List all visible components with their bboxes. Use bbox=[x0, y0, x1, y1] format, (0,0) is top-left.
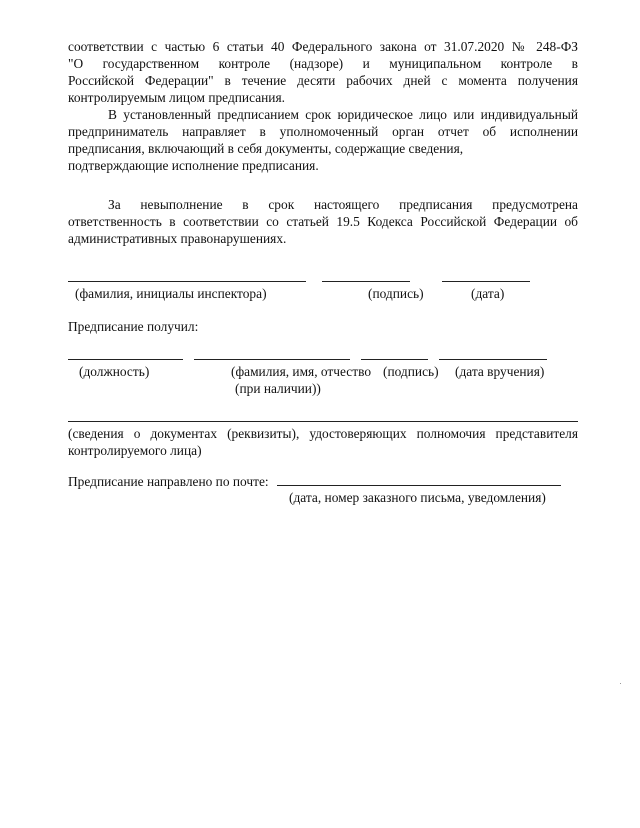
receiver-name-line bbox=[194, 359, 350, 360]
text-line: "О государственном контроле (надзоре) и муниципальном контроле в bbox=[68, 56, 578, 71]
mail-caption: (дата, номер заказного письма, уведомления) bbox=[289, 490, 546, 505]
inspector-name-line bbox=[68, 281, 306, 282]
receiver-name-caption-cont: (при наличии)) bbox=[235, 381, 321, 396]
receiver-signature-line bbox=[361, 359, 428, 360]
receiver-signature-caption: (подпись) bbox=[383, 364, 439, 379]
paragraph-report-deadline bbox=[68, 106, 578, 174]
text-line: контролируемого лица) bbox=[68, 443, 202, 458]
receiver-name-caption: (фамилия, имя, отчество bbox=[231, 364, 372, 379]
representative-docs-caption bbox=[68, 425, 578, 459]
mail-details-line bbox=[277, 485, 561, 486]
representative-docs-line bbox=[68, 421, 578, 422]
mail-label: Предписание направлено по почте: bbox=[68, 474, 269, 489]
receiver-heading: Предписание получил: bbox=[68, 319, 199, 334]
text-line: соответствии с частью 6 статьи 40 Федерального закона от 31.07.2020 № 248-ФЗ bbox=[68, 39, 578, 54]
text-line: административных правонарушениях. bbox=[68, 231, 287, 246]
text-line: (сведения о документах (реквизиты), удостоверяющих полномочия представителя bbox=[68, 426, 578, 441]
text-line: предприниматель направляет в уполномоченный орган отчет об исполнении bbox=[68, 124, 578, 139]
receiver-position-caption: (должность) bbox=[79, 364, 150, 379]
inspector-date-line bbox=[442, 281, 530, 282]
text-line: подтверждающие исполнение предписания. bbox=[68, 158, 319, 173]
scan-speck bbox=[620, 683, 621, 684]
text-line: Российской Федерации" в течение десяти рабочих дней с момента получения bbox=[68, 73, 578, 88]
paragraph-liability bbox=[68, 196, 578, 247]
receiver-position-line bbox=[68, 359, 183, 360]
text-line: ответственность в соответствии со статьей 19.5 Кодекса Российской Федерации об bbox=[68, 214, 578, 229]
inspector-signature-line bbox=[322, 281, 410, 282]
inspector-signature-caption: (подпись) bbox=[368, 286, 424, 301]
text-line: предписания, включающий в себя документы, содержащие сведения, bbox=[68, 141, 464, 156]
text-line: контролируемым лицом предписания. bbox=[68, 90, 285, 105]
paragraph-legal-basis bbox=[68, 38, 578, 106]
text-line: В установленный предписанием срок юридическое лицо или индивидуальный bbox=[108, 107, 578, 122]
inspector-name-caption: (фамилия, инициалы инспектора) bbox=[75, 286, 267, 301]
inspector-date-caption: (дата) bbox=[471, 286, 505, 301]
receiver-date-caption: (дата вручения) bbox=[455, 364, 545, 379]
text-line: За невыполнение в срок настоящего предписания предусмотрена bbox=[108, 197, 578, 212]
receiver-date-line bbox=[439, 359, 547, 360]
